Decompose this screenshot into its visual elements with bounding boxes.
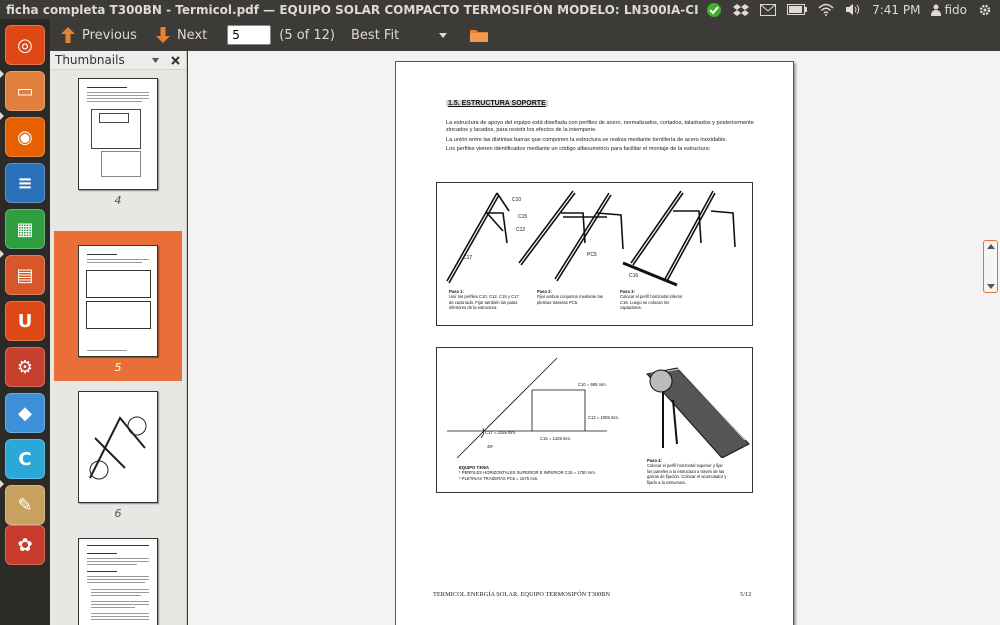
label-c10: C10 bbox=[512, 197, 522, 203]
thumbnail-page-6[interactable] bbox=[54, 385, 182, 520]
step-2-caption bbox=[537, 289, 617, 305]
open-folder-button[interactable] bbox=[463, 21, 495, 49]
sidebar-title: Thumbnails bbox=[55, 53, 125, 67]
dim-c10: C10 = 665 mm. bbox=[578, 382, 607, 387]
dim-c17: C17 = 2155 mm. bbox=[485, 430, 517, 435]
step-3-caption bbox=[620, 289, 690, 311]
page-footer-number: 5/12 bbox=[740, 591, 752, 598]
dropbox-indicator-icon[interactable] bbox=[733, 0, 749, 19]
firefox-icon[interactable]: ◉ bbox=[5, 117, 45, 157]
thumbnail-image bbox=[78, 245, 158, 357]
ubuntu-dash-icon[interactable]: ◎ bbox=[5, 25, 45, 65]
running-indicator bbox=[0, 112, 4, 120]
thumbnail-number: 5 bbox=[114, 361, 122, 374]
equipo-title: EQUIPO T300A bbox=[459, 465, 490, 470]
label-c16: C16 bbox=[629, 273, 639, 279]
document-viewer-icon[interactable]: ✿ bbox=[5, 525, 45, 565]
text-editor-icon[interactable]: ✎ bbox=[5, 485, 45, 525]
zoom-label: Best Fit bbox=[351, 27, 400, 43]
section-heading: 1.5. ESTRUCTURA SOPORTE bbox=[448, 100, 546, 107]
step-3-text: Colocar el perfil horizontal inferior C16. Luego se colocan los captadores. bbox=[620, 294, 683, 311]
step-4-title: Paso 4: bbox=[647, 458, 662, 463]
system-settings-icon[interactable]: ⚙ bbox=[5, 347, 45, 387]
pdf-page bbox=[395, 61, 794, 625]
next-button[interactable] bbox=[149, 21, 213, 49]
previous-button[interactable] bbox=[54, 21, 143, 49]
label-c17: C17 bbox=[463, 255, 473, 261]
c-app-icon[interactable]: C bbox=[5, 439, 45, 479]
step-3-title: Paso 3: bbox=[620, 289, 635, 294]
arrow-up-icon bbox=[60, 26, 76, 44]
step-1-title: Paso 1: bbox=[449, 289, 464, 294]
sidebar-dropdown-icon[interactable] bbox=[152, 58, 159, 63]
session-gear-icon[interactable] bbox=[978, 0, 992, 19]
thumbnail-page-7[interactable] bbox=[54, 530, 182, 625]
label-c15: C15 bbox=[518, 214, 528, 220]
scroll-up-icon bbox=[987, 244, 995, 249]
thumbnail-image bbox=[78, 78, 158, 190]
ubuntu-one-icon[interactable]: U bbox=[5, 301, 45, 341]
dropdown-arrow-icon bbox=[439, 33, 447, 38]
dim-c12: C12 = 1055 mm. bbox=[588, 415, 620, 420]
dropbox-icon[interactable]: ◆ bbox=[5, 393, 45, 433]
structure-drawing-steps-1-3 bbox=[437, 183, 754, 293]
writer-icon[interactable]: ≡ bbox=[5, 163, 45, 203]
assembly-figure-1 bbox=[436, 182, 753, 326]
paragraph-1: La estructura de apoyo del equipo está diseñada con perfiles de acero, normalizados, cortados, taladrados y posteriormente zincados y lacados, para resistir los efectos de la intemperie. bbox=[446, 120, 754, 134]
assembly-figure-2 bbox=[436, 347, 753, 493]
indicator-area bbox=[706, 0, 992, 19]
user-menu[interactable] bbox=[931, 0, 967, 19]
thumbnail-number: 6 bbox=[114, 507, 122, 520]
window-title: ficha completa T300BN - Termicol.pdf — EQUIPO SOLAR COMPACTO TERMOSIFÓN MODELO: LN300IA-CI bbox=[6, 2, 699, 17]
thumbnail-number: 4 bbox=[114, 194, 122, 207]
step-1-caption bbox=[449, 289, 519, 311]
scroll-down-icon bbox=[987, 284, 995, 289]
files-icon[interactable]: ▭ bbox=[5, 71, 45, 111]
step-4-text: Colocar el perfil horizontal superior y fijar los paneles a la estructura a través de las garras de fijación. Colocar el acumulador y fijarlo a la estructura. bbox=[647, 463, 727, 485]
running-indicator bbox=[0, 250, 4, 258]
equipo-notes bbox=[459, 465, 634, 481]
document-view[interactable] bbox=[188, 51, 1000, 625]
running-indicator bbox=[0, 70, 4, 78]
previous-label: Previous bbox=[82, 27, 137, 43]
sidebar-header bbox=[50, 51, 186, 70]
thumbnail-page-5[interactable] bbox=[54, 231, 182, 381]
step-1-text: Unir los perfiles C10, C12, C15 y C17 de cada lado. Fijar también las patas inferiores de la estructura. bbox=[449, 294, 519, 311]
next-label: Next bbox=[176, 27, 208, 43]
thumbnail-list bbox=[50, 70, 186, 625]
folder-icon bbox=[469, 27, 489, 43]
wifi-icon[interactable] bbox=[818, 0, 834, 19]
arrow-down-icon bbox=[155, 26, 171, 44]
step-2-text: Fijar ambos conjuntos mediante las pletinas traseras PC5. bbox=[537, 294, 603, 305]
step-2-title: Paso 2: bbox=[537, 289, 552, 294]
page-number-input[interactable] bbox=[227, 25, 271, 45]
top-panel bbox=[0, 0, 1000, 19]
paragraph-2: La unión entre las distintas barras que componen la estructura se realiza mediante tornillería de acero inoxidable. bbox=[446, 137, 728, 143]
mail-icon[interactable] bbox=[760, 0, 776, 19]
user-name: fido bbox=[944, 2, 967, 17]
toolbar bbox=[50, 19, 1000, 51]
equipo-line-2: * PLETINAS TRASERAS PC5 = 1675 mm. bbox=[459, 475, 539, 481]
label-pc5: PC5 bbox=[587, 252, 597, 258]
close-icon[interactable] bbox=[171, 56, 180, 65]
battery-icon[interactable] bbox=[787, 0, 807, 19]
paragraph-3: Los perfiles vienen identificados mediante un código alfanumérico para facilitar el montaje de la estructura: bbox=[446, 146, 711, 152]
dimension-drawing bbox=[437, 348, 754, 458]
step-4-caption bbox=[647, 458, 727, 485]
zoom-select[interactable] bbox=[347, 23, 451, 47]
software-center-icon[interactable]: ▤ bbox=[5, 255, 45, 295]
calc-icon[interactable]: ▦ bbox=[5, 209, 45, 249]
sync-check-icon[interactable] bbox=[706, 0, 722, 19]
clock[interactable]: 7:41 PM bbox=[872, 2, 921, 17]
user-icon bbox=[931, 4, 941, 16]
page-footer-text: TERMICOL ENERGÍA SOLAR. EQUIPO TERMOSIFÓN T300BN bbox=[433, 591, 611, 598]
running-indicator bbox=[0, 480, 4, 488]
page-count-label: (5 of 12) bbox=[279, 27, 336, 43]
thumbnail-image bbox=[78, 391, 158, 503]
dim-angle: 45º bbox=[487, 444, 494, 449]
launcher bbox=[0, 19, 50, 625]
thumbnail-image bbox=[78, 538, 158, 625]
overlay-scrollbar-handle[interactable] bbox=[983, 240, 998, 293]
sidebar bbox=[50, 51, 187, 625]
equipo-line-1: * PERFILES HORIZONTALES SUPERIOR E INFERIOR C16 = 1750 mm. bbox=[459, 470, 596, 476]
dim-c15: C15 = 1425 mm. bbox=[540, 436, 572, 441]
volume-icon[interactable] bbox=[845, 0, 861, 19]
thumbnail-page-4[interactable] bbox=[54, 70, 182, 220]
label-c12: C12 bbox=[516, 227, 526, 233]
